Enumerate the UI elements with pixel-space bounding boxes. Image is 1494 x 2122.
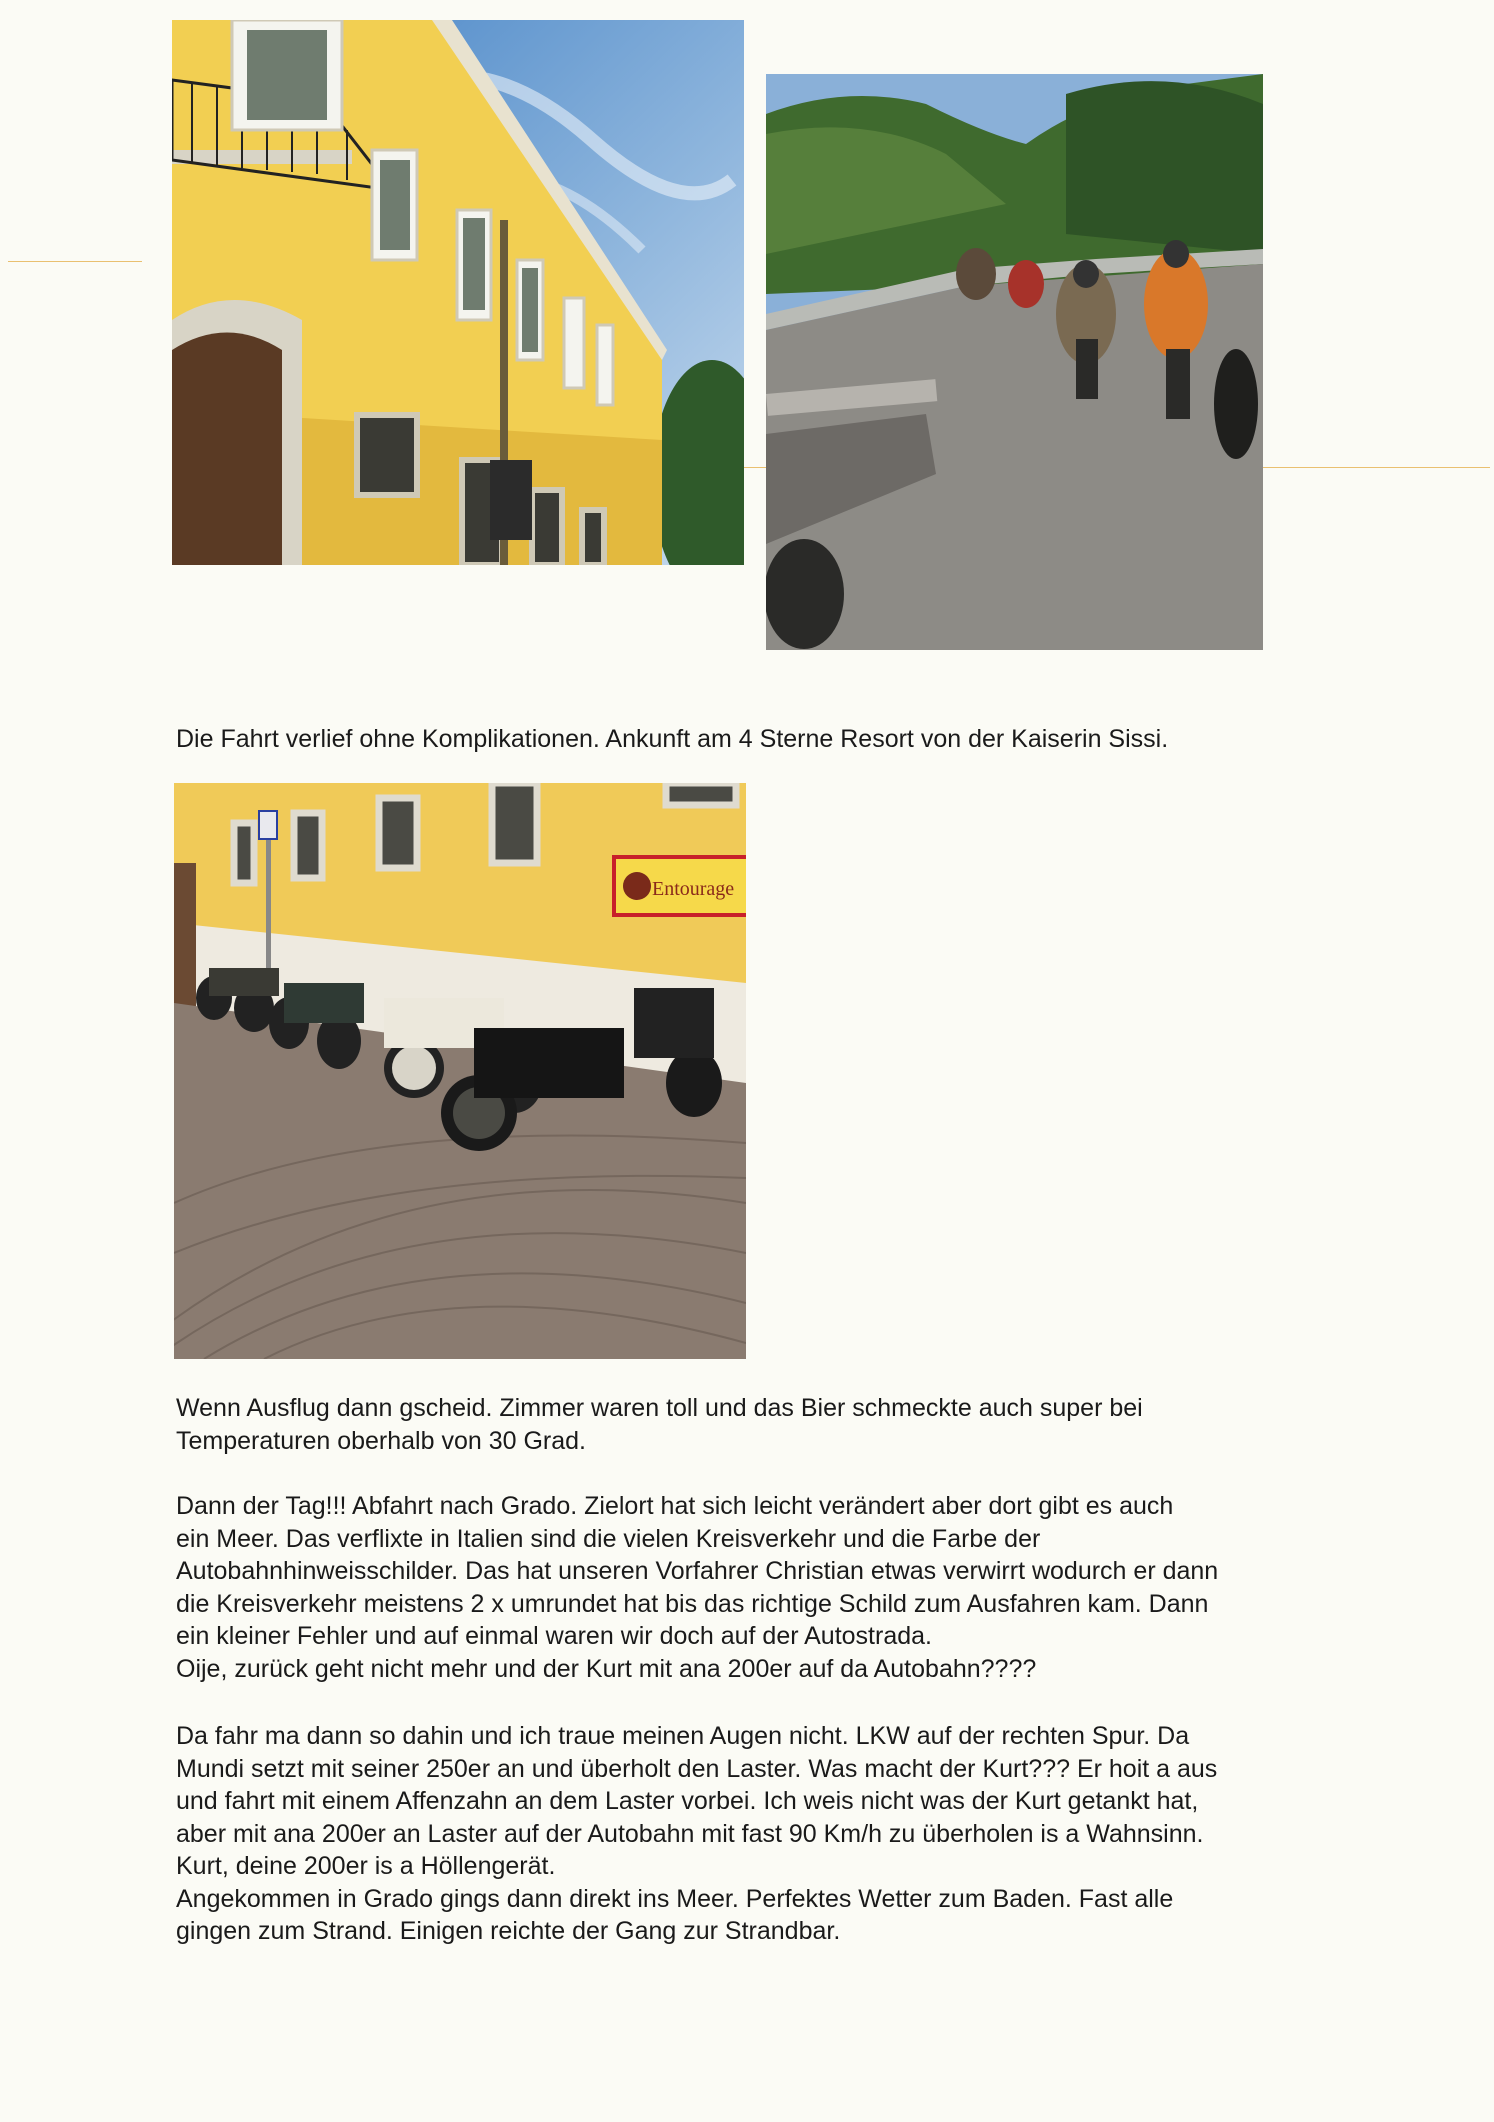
photo-parked-motorcycles xyxy=(174,783,746,1359)
photo-riders-on-road xyxy=(766,74,1263,650)
left-margin-rule xyxy=(8,261,142,262)
paragraph-autobahn: Da fahr ma dann so dahin und ich traue meinen Augen nicht. LKW auf der rechten Spur. Da Mundi setzt mit seiner 250er an und überholt den Laster. Was macht der Kurt??? Er hoit a aus und fahrt mit einem Affenzahn an dem Laster vorbei. Ich weis nicht was der Kurt getankt hat, aber mit ana 200er an Laster auf der Autobahn mit fast 90 Km/h zu überholen is a Wahnsinn. Kurt, deine 200er is a Höllengerät. Angekommen in Grado gings dann direkt ins Meer. Perfektes Wetter zum Baden. Fast alle gingen zum Strand. Einigen reichte der Gang zur Strandbar. xyxy=(176,1722,1218,1945)
paragraph-departure: Dann der Tag!!! Abfahrt nach Grado. Zielort hat sich leicht verändert aber dort gibt es auch ein Meer. Das verflixte in Italien sind die vielen Kreisverkehr und die Farbe der Autobahnhinweisschilder. Das hat unseren Vorfahrer Christian etwas verwirrt wodurch er dann die Kreisverkehr meistens 2 x umrundet hat bis das richtige Schild zum Ausfahren kam. Dann ein kleiner Fehler und auf einmal waren wir doch auf der Autostrada. Oije, zurück geht nicht mehr und der Kurt mit ana 200er auf da Autobahn???? xyxy=(176,1492,1219,1683)
hotel-sign-text: Entourage xyxy=(652,878,735,900)
caption-arrival: Die Fahrt verlief ohne Komplikationen. Ankunft am 4 Sterne Resort von der Kaiserin Sissi. xyxy=(176,725,1169,753)
photo-palace-facade xyxy=(172,20,744,565)
paragraph-hotel: Wenn Ausflug dann gscheid. Zimmer waren toll und das Bier schmeckte auch super bei Temperaturen oberhalb von 30 Grad. xyxy=(176,1394,1143,1455)
